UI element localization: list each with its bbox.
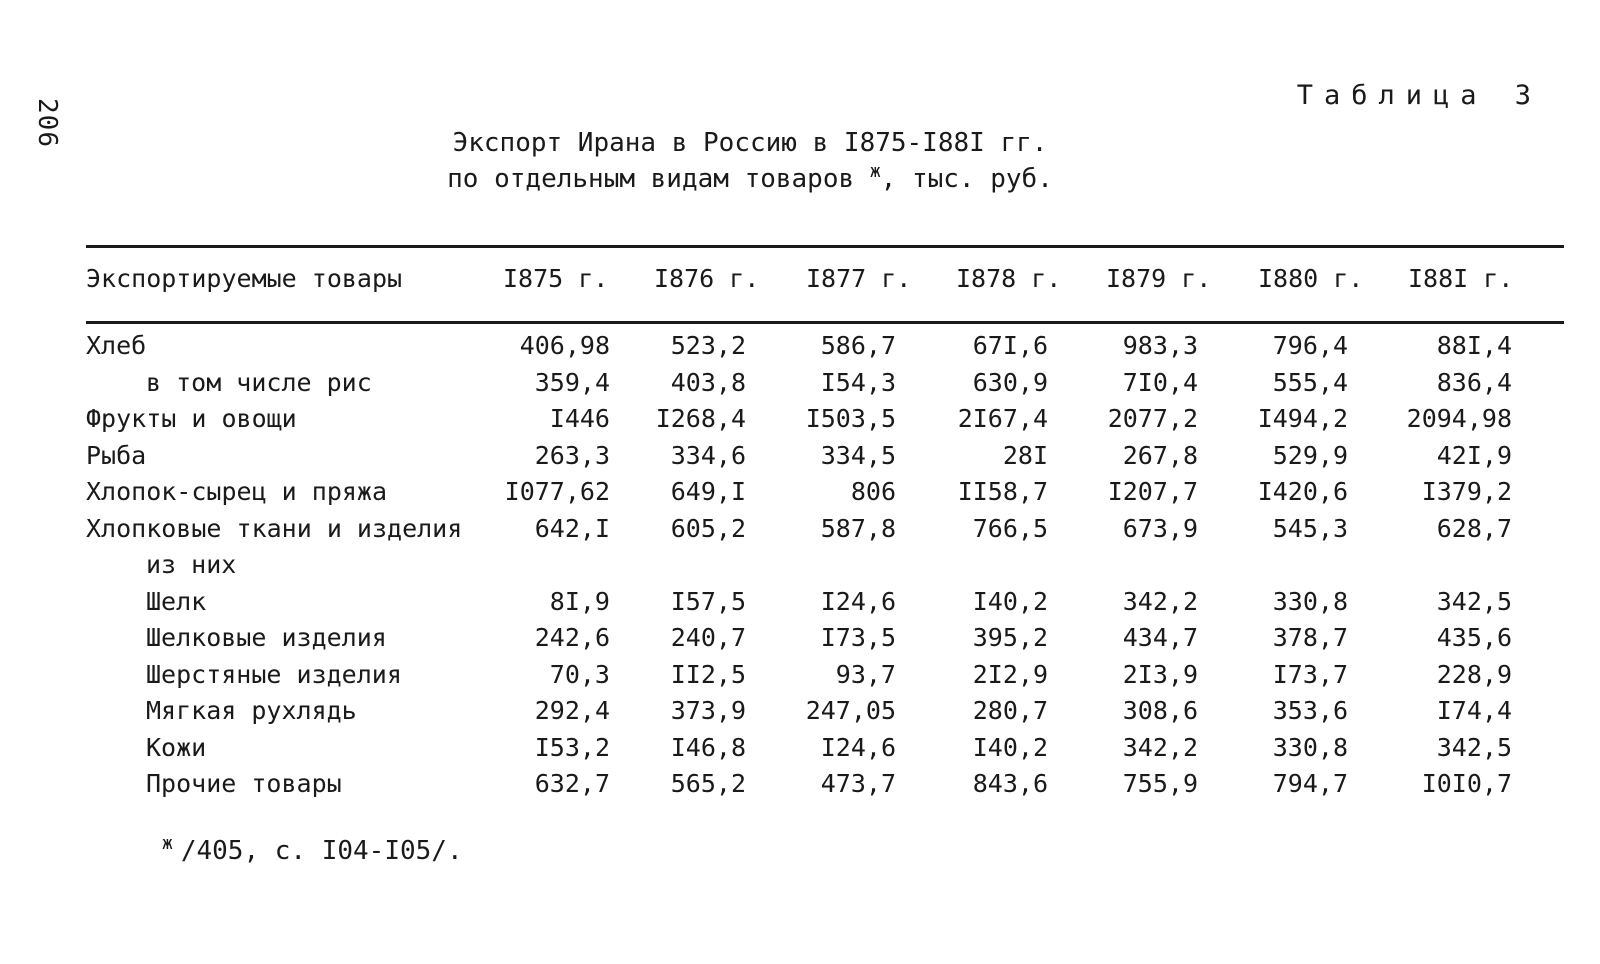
row-value: 28I [1002, 440, 1048, 470]
row-value: I40,2 [972, 732, 1048, 762]
row-value: 334,5 [820, 440, 896, 470]
row-value: I446 [549, 404, 610, 433]
row-value: I53,2 [534, 732, 610, 762]
row-goods-name: в том числе рис [146, 367, 372, 397]
row-value: I24,6 [820, 732, 896, 762]
row-value: 796,4 [1272, 331, 1348, 360]
row-value: 342,2 [1122, 586, 1198, 616]
row-value: 2I2,9 [972, 659, 1048, 689]
row-value: 642,I [534, 513, 610, 543]
row-value: 334,6 [670, 440, 746, 470]
row-value: 649,I [670, 477, 746, 506]
row-value: 587,8 [820, 513, 896, 543]
table-label: Таблица 3 [1296, 80, 1542, 111]
header-year: I879 г. [1106, 264, 1212, 293]
row-value: 330,8 [1272, 586, 1348, 616]
title-units: , тыс. руб. [880, 164, 1053, 194]
row-value: 263,3 [534, 440, 610, 470]
row-value: 794,7 [1272, 769, 1348, 798]
row-value: 247,05 [805, 696, 896, 725]
row-value: 836,4 [1436, 367, 1512, 397]
title-text: по отдельным видам товаров [447, 164, 855, 194]
table-row [0, 331, 1600, 367]
table-header [0, 264, 1600, 300]
row-value: 330,8 [1272, 732, 1348, 762]
row-value: 632,7 [534, 769, 610, 798]
row-value: 605,2 [670, 513, 746, 543]
row-value: 308,6 [1122, 696, 1198, 725]
row-value: 228,9 [1436, 659, 1512, 689]
table-row [0, 623, 1600, 659]
row-value: 359,4 [534, 367, 610, 397]
header-year: I876 г. [654, 264, 760, 293]
row-value: 766,5 [972, 513, 1048, 543]
row-value: 435,6 [1436, 623, 1512, 652]
row-value: 7I0,4 [1122, 367, 1198, 397]
row-value: 42I,9 [1436, 440, 1512, 470]
header-year: I88I г. [1408, 264, 1514, 293]
header-year: I878 г. [956, 264, 1062, 293]
row-value: I0I0,7 [1421, 769, 1512, 798]
row-value: 545,3 [1272, 513, 1348, 543]
row-value: 267,8 [1122, 440, 1198, 470]
row-value: 8I,9 [549, 586, 610, 616]
row-value: 2I67,4 [957, 404, 1048, 433]
row-value: 2I3,9 [1122, 659, 1198, 689]
table-row [0, 769, 1600, 805]
row-value: 342,2 [1122, 732, 1198, 762]
row-value: 403,8 [670, 367, 746, 397]
row-value: 523,2 [670, 331, 746, 360]
row-value: 378,7 [1272, 623, 1348, 652]
row-goods-name: Шелк [146, 586, 207, 616]
row-value: 353,6 [1272, 696, 1348, 725]
table-row [0, 514, 1600, 550]
row-value: 88I,4 [1436, 331, 1512, 360]
row-goods-name: Хлеб [86, 331, 147, 360]
row-value: 434,7 [1122, 623, 1198, 652]
row-value: 565,2 [670, 769, 746, 798]
row-value: 342,5 [1436, 586, 1512, 616]
row-value: 673,9 [1122, 513, 1198, 543]
row-value: I74,4 [1436, 696, 1512, 725]
row-goods-name: Шелковые изделия [146, 623, 387, 652]
row-value: 240,7 [670, 623, 746, 652]
row-goods-name: из них [146, 550, 237, 579]
row-value: 806 [850, 477, 896, 506]
row-value: I40,2 [972, 586, 1048, 616]
row-value: I379,2 [1421, 477, 1512, 506]
row-value: I207,7 [1107, 477, 1198, 506]
table-top-rule [86, 245, 1564, 248]
table-row [0, 660, 1600, 696]
footnote-marker: ж [162, 833, 173, 854]
row-value: 242,6 [534, 623, 610, 652]
row-goods-name: Фрукты и овощи [86, 404, 297, 433]
table-row [0, 368, 1600, 404]
row-goods-name: Хлопковые ткани и изделия [86, 513, 463, 543]
table-row [0, 733, 1600, 769]
row-value: 2094,98 [1406, 404, 1512, 433]
row-value: I494,2 [1257, 404, 1348, 433]
row-value: I73,5 [820, 623, 896, 652]
row-value: 586,7 [820, 331, 896, 360]
row-goods-name: Хлопок-сырец и пряжа [86, 477, 388, 506]
row-value: II2,5 [670, 659, 746, 689]
row-value: 2077,2 [1107, 404, 1198, 433]
row-value: 342,5 [1436, 732, 1512, 762]
footnote-text: /405, с. I04-I05/. [180, 836, 463, 866]
header-year: I877 г. [806, 264, 912, 293]
row-value: I503,5 [805, 404, 896, 433]
table-row [0, 477, 1600, 513]
row-value: I54,3 [820, 367, 896, 397]
table-row [0, 404, 1600, 440]
row-goods-name: Прочие товары [146, 769, 342, 798]
table-row [0, 587, 1600, 623]
row-goods-name: Шерстяные изделия [146, 659, 402, 689]
row-value: 983,3 [1122, 331, 1198, 360]
table-title-line-1: Экспорт Ирана в Россию в I875-I88I гг. [452, 128, 1048, 158]
table-header-rule [86, 321, 1564, 324]
table-row [0, 441, 1600, 477]
row-value: 280,7 [972, 696, 1048, 725]
row-value: 395,2 [972, 623, 1048, 652]
table-row [0, 550, 1600, 586]
row-value: I24,6 [820, 586, 896, 616]
row-value: I077,62 [504, 477, 610, 506]
page-number: 206 [31, 98, 62, 148]
row-value: 473,7 [820, 769, 896, 798]
header-goods: Экспортируемые товары [86, 264, 403, 293]
row-value: 67I,6 [972, 331, 1048, 360]
header-year: I880 г. [1258, 264, 1364, 293]
row-value: 406,98 [519, 331, 610, 360]
row-value: 628,7 [1436, 513, 1512, 543]
row-value: 755,9 [1122, 769, 1198, 798]
row-value: 93,7 [835, 659, 896, 689]
row-goods-name: Рыба [86, 440, 147, 470]
row-goods-name: Мягкая рухлядь [146, 696, 357, 725]
table-title-line-2 [400, 161, 1100, 194]
row-value: I73,7 [1272, 659, 1348, 689]
row-value: I46,8 [670, 732, 746, 762]
row-value: 292,4 [534, 696, 610, 725]
row-value: I57,5 [670, 586, 746, 616]
row-goods-name: Кожи [146, 732, 207, 762]
row-value: 843,6 [972, 769, 1048, 798]
row-value: 373,9 [670, 696, 746, 725]
row-value: I268,4 [655, 404, 746, 433]
header-year: I875 г. [503, 264, 609, 293]
row-value: 555,4 [1272, 367, 1348, 397]
footnote-marker: ж [869, 161, 881, 182]
row-value: 529,9 [1272, 440, 1348, 470]
row-value: I420,6 [1257, 477, 1348, 506]
row-value: 70,3 [549, 659, 610, 689]
row-value: II58,7 [957, 477, 1048, 506]
row-value: 630,9 [972, 367, 1048, 397]
table-row [0, 696, 1600, 732]
footnote [162, 833, 463, 866]
